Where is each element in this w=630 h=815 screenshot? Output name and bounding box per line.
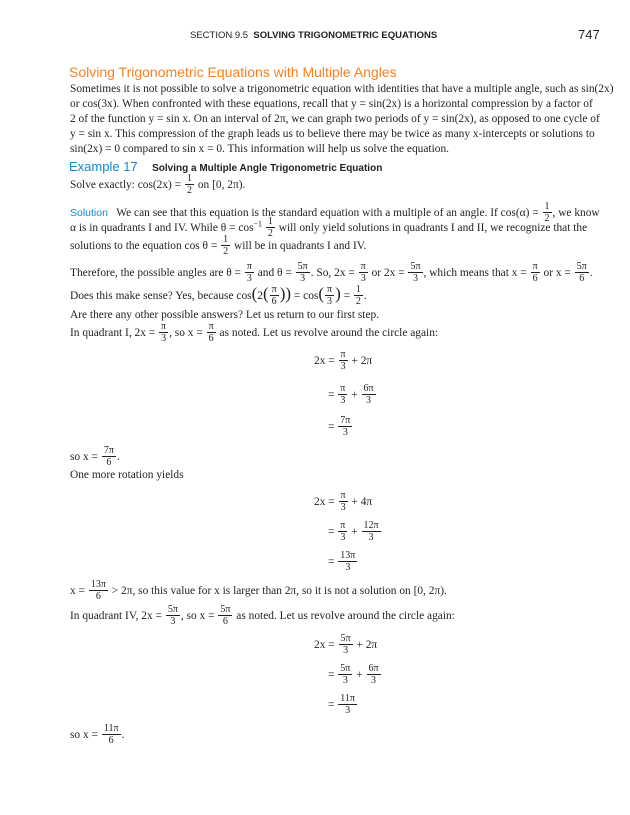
fraction-11pi-6: $\frac{11\pi}{6}$ (103, 723, 119, 746)
equation-row-9 (328, 694, 358, 717)
equation-row-2 (328, 384, 377, 407)
text: and θ = (257, 267, 292, 280)
fraction-one-half: $\frac{1}{2}$ (267, 216, 273, 239)
text: as noted. Let us revolve around the circle again: (236, 610, 455, 623)
solution-text: α is in quadrants I and IV. While θ = cos (70, 222, 254, 235)
sense-line: Does this make sense? Yes, because cos(2( $\frac{\pi}{6}$ )) = cos( $\frac{\pi}{3}$ ) = $\frac{1}{2}$ . (70, 283, 367, 307)
text: . (589, 267, 593, 280)
fraction-pi-3: $\frac{\pi}{3}$ (327, 283, 333, 307)
fraction-7pi-3: $\frac{7\pi}{3}$ (340, 415, 351, 438)
solution-text: will only yield solutions in quadrants I and II, we recognize that the (278, 222, 588, 235)
section-title: SOLVING TRIGONOMETRIC EQUATIONS (253, 30, 438, 41)
solution-text: solutions to the equation cos θ = (70, 240, 218, 253)
solution-text: We can see that this equation is the standard equation with a multiple of an angle. If cos(α) = (116, 207, 539, 220)
text: = (328, 389, 335, 402)
subsection-heading: Solving Trigonometric Equations with Multiple Angles (69, 64, 397, 80)
fraction-11pi-3: $\frac{11\pi}{3}$ (340, 693, 355, 716)
text: = (328, 556, 335, 569)
fraction-12pi-3: $\frac{12\pi}{3}$ (363, 520, 379, 543)
text: 2x = (314, 355, 335, 368)
fraction-pi-3: $\frac{\pi}{3}$ (340, 520, 346, 543)
fraction-7pi-6: $\frac{7\pi}{6}$ (103, 445, 114, 468)
text: + 2π (356, 639, 378, 652)
text: + (356, 669, 363, 682)
equation-row-3 (328, 416, 353, 439)
text: = cos (293, 290, 319, 302)
text: 2 (257, 290, 263, 302)
text: , which means that x = (423, 267, 527, 280)
fraction-pi-6: $\frac{\pi}{6}$ (532, 261, 538, 284)
text: 2x = (314, 496, 335, 509)
text: = (343, 290, 351, 302)
solution-line-3 (70, 235, 366, 258)
so-x-line-1 (70, 446, 120, 469)
text: + (351, 389, 358, 402)
equation-row-7 (314, 634, 377, 657)
text: , so x = (169, 327, 203, 340)
fraction-pi-3: $\frac{\pi}{3}$ (161, 321, 167, 344)
fraction-5pi-3: $\frac{5\pi}{3}$ (340, 633, 351, 656)
fraction-one-half: $\frac{1}{2}$ (355, 283, 361, 307)
intro-line-5: sin(2x) = 0 compared to sin x = 0. This information will help us solve the equation. (70, 143, 449, 155)
fraction-pi-3: $\frac{\pi}{3}$ (340, 490, 346, 513)
fraction-pi-6: $\frac{\pi}{6}$ (208, 321, 214, 344)
text: = (328, 669, 335, 682)
fraction-one-half: $\frac{1}{2}$ (187, 173, 192, 196)
example-title: Solving a Multiple Angle Trigonometric Equation (152, 163, 383, 174)
intro-line-4: y = sin x. This compression of the graph leads us to believe there may be twice as many x-intercepts or solutions to (70, 128, 595, 140)
text: = (328, 421, 335, 434)
intro-line-2: or cos(3x). When confronted with these equations, recall that y = sin(2x) is a horizontal compression by a factor of (70, 98, 593, 110)
fraction-one-half: $\frac{1}{2}$ (223, 234, 229, 257)
text: . (363, 290, 367, 302)
text: In quadrant I, 2x = (70, 327, 156, 340)
fraction-5pi-3: $\frac{5\pi}{3}$ (410, 261, 421, 284)
text: In quadrant IV, 2x = (70, 610, 162, 623)
fraction-13pi-3: $\frac{13\pi}{3}$ (340, 550, 356, 573)
page-number: 747 (578, 27, 600, 42)
text: . So, 2x = (310, 267, 355, 280)
text: . (121, 729, 125, 742)
intro-line-3: 2 of the function y = sin x. On an interval of 2π, we can graph two periods of y = sin(2x), as opposed to one cycle of (70, 113, 600, 125)
fraction-5pi-6: $\frac{5\pi}{6}$ (220, 604, 231, 627)
text: , so x = (180, 610, 215, 623)
text: Does this make sense? Yes, because cos (70, 290, 252, 302)
fraction-6pi-3: $\frac{6\pi}{3}$ (368, 663, 379, 686)
section-number: SECTION 9.5 (190, 30, 249, 41)
quadrant-4-line (70, 605, 455, 628)
inverse-superscript: −1 (253, 219, 263, 229)
fraction-13pi-6: $\frac{13\pi}{6}$ (90, 579, 106, 602)
fraction-5pi-3: $\frac{5\pi}{3}$ (167, 604, 178, 627)
one-more-line: One more rotation yields (70, 469, 184, 481)
equation-row-8 (328, 664, 382, 687)
intro-line-1: Sometimes it is not possible to solve a trigonometric equation with identities that have a multiple angle, such as sin(2x) (70, 83, 614, 95)
text: so x = (70, 451, 98, 464)
prompt-interval: on [0, 2π). (197, 179, 246, 192)
fraction-5pi-3: $\frac{5\pi}{3}$ (340, 663, 351, 686)
text: x = (70, 585, 85, 598)
text: or x = (543, 267, 571, 280)
equation-row-6 (328, 551, 358, 574)
text: . (116, 451, 120, 464)
example-label: Example 17 (69, 159, 138, 174)
example-prompt (70, 174, 245, 197)
fraction-pi-6: $\frac{\pi}{6}$ (271, 283, 277, 307)
fraction-5pi-3: $\frac{5\pi}{3}$ (297, 261, 308, 284)
fraction-pi-3: $\frac{\pi}{3}$ (246, 261, 252, 284)
fraction-pi-3: $\frac{\pi}{3}$ (340, 383, 346, 406)
text: = (328, 526, 335, 539)
fraction-6pi-3: $\frac{6\pi}{3}$ (363, 383, 374, 406)
text: + 4π (351, 496, 373, 509)
fraction-5pi-6: $\frac{5\pi}{6}$ (576, 261, 587, 284)
equation-row-5 (328, 521, 382, 544)
fraction-pi-3: $\frac{\pi}{3}$ (340, 349, 346, 372)
equation-row-4 (314, 491, 372, 514)
text: + 2π (351, 355, 373, 368)
other-answers-line: Are there any other possible answers? Let us return to our first step. (70, 309, 380, 321)
text: so x = (70, 729, 98, 742)
text: = (328, 699, 335, 712)
fraction-pi-3: $\frac{\pi}{3}$ (360, 261, 366, 284)
text: or 2x = (371, 267, 405, 280)
therefore-line (70, 262, 593, 285)
solution-text: , we know (552, 207, 600, 220)
text: + (351, 526, 358, 539)
running-header (190, 30, 437, 41)
solution-label: Solution (70, 207, 108, 220)
text: Therefore, the possible angles are θ = (70, 267, 241, 280)
text: > 2π, so this value for x is larger than 2π, so it is not a solution on [0, 2π). (111, 585, 447, 598)
fraction-one-half: $\frac{1}{2}$ (544, 201, 550, 224)
thirteen-pi-line (70, 580, 447, 603)
prompt-text: Solve exactly: cos(2x) = (70, 179, 182, 192)
text: 2x = (314, 639, 335, 652)
solution-text: will be in quadrants I and IV. (234, 240, 367, 253)
quadrant-1-line (70, 322, 438, 345)
so-x-line-2 (70, 724, 124, 747)
text: as noted. Let us revolve around the circle again: (219, 327, 439, 340)
equation-row-1 (314, 350, 372, 373)
